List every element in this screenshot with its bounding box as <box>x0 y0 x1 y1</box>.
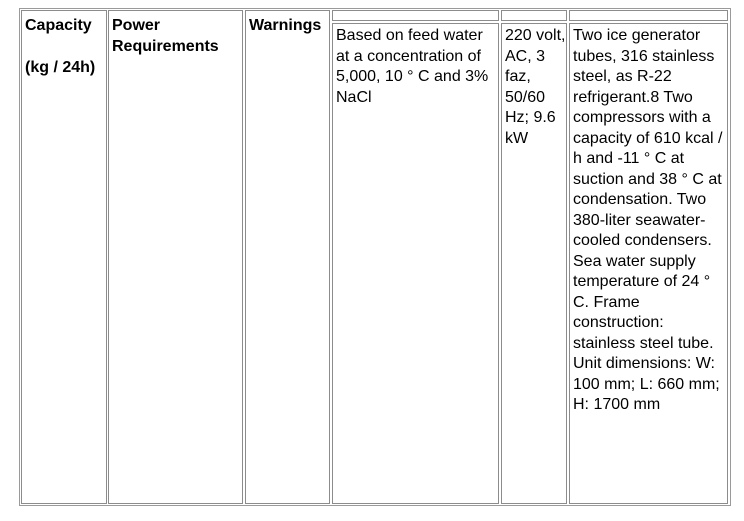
header-capacity-label: Capacity <box>25 17 92 34</box>
empty-header-cell <box>332 10 499 21</box>
cell-description <box>569 23 728 504</box>
header-warnings-label: Warnings <box>249 17 322 34</box>
empty-header-cell <box>501 10 567 21</box>
cell-basis <box>332 23 499 504</box>
header-warnings <box>245 10 330 504</box>
power-text: 220 volt, AC, 3 faz, 50/60 Hz; 9.6 kW <box>505 27 566 147</box>
header-power-requirements <box>108 10 243 504</box>
header-capacity-unit: (kg / 24h) <box>25 59 96 76</box>
basis-text: Based on feed water at a concentration of 5,000, 10 ° C and 3% NaCl <box>336 27 489 106</box>
cell-power <box>501 23 567 504</box>
description-text: Two ice generator tubes, 316 stainless steel, as R-22 refrigerant.8 Two compressors with a capacity of 610 kcal / h and -11 ° C at suction and 38 ° C at condensation. Two 380-liter seawater-cooled condensers. Sea water supply temperature of 24 ° C. Frame construction: stainless steel tube. Unit dimensions: W: 100 mm; L: 660 mm; H: 1700 mm <box>573 27 723 413</box>
header-power-requirements-label: Power Requirements <box>112 17 219 55</box>
empty-header-cell <box>569 10 728 21</box>
header-capacity <box>21 10 107 504</box>
